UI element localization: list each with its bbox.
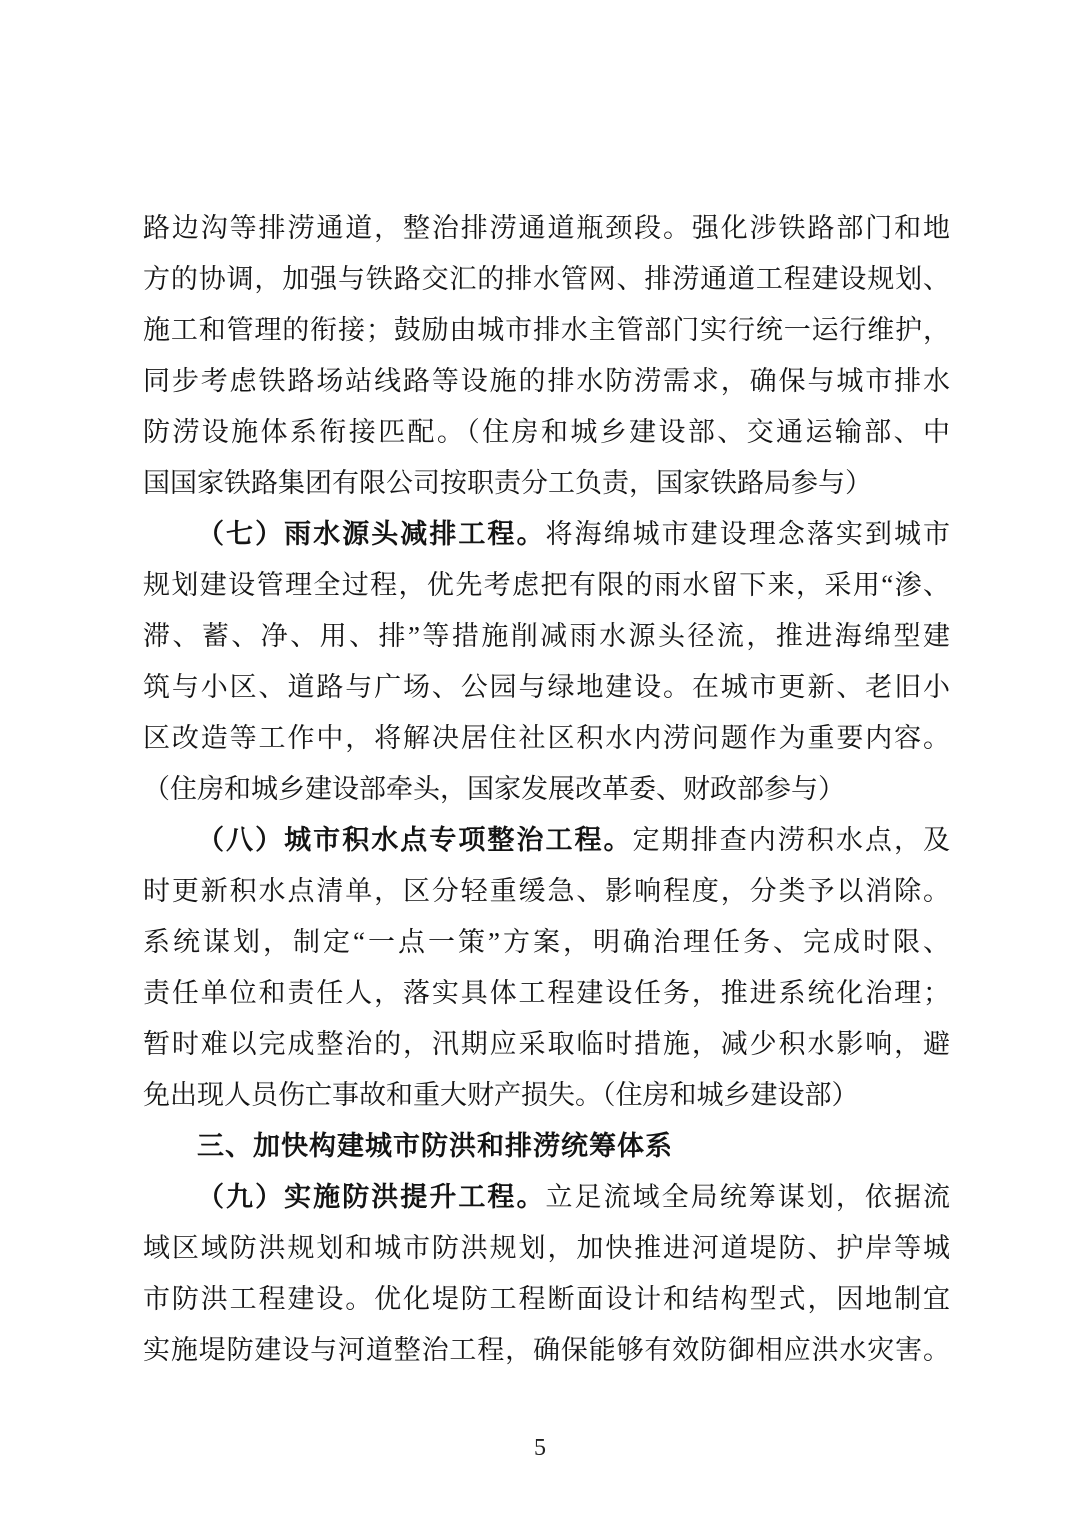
text-line xyxy=(143,407,950,458)
text-run: 国国家铁路集团有限公司按职责分工负责，国家铁路局参与） xyxy=(143,468,872,498)
page-number: 5 xyxy=(534,1435,546,1461)
text-line xyxy=(143,1070,950,1121)
text-line xyxy=(143,917,950,968)
text-line xyxy=(143,509,950,560)
text-line xyxy=(143,611,950,662)
text-line xyxy=(143,1172,950,1223)
text-run: 实施堤防建设与河道整治工程，确保能够有效防御相应洪水灾害。 xyxy=(143,1335,950,1365)
text-run: 同步考虑铁路场站线路等设施的排水防涝需求，确保与城市排水 xyxy=(143,366,950,396)
text-run: （住房和城乡建设部牵头，国家发展改革委、财政部参与） xyxy=(143,774,845,804)
bold-run: （八）城市积水点专项整治工程。 xyxy=(197,825,633,855)
text-line xyxy=(143,560,950,611)
text-line xyxy=(143,968,950,1019)
text-line xyxy=(143,356,950,407)
text-line xyxy=(143,815,950,866)
text-run: 规划建设管理全过程，优先考虑把有限的雨水留下来，采用“渗、 xyxy=(143,570,950,600)
text-line xyxy=(143,1325,950,1376)
text-run: 域区域防洪规划和城市防洪规划，加快推进河道堤防、护岸等城 xyxy=(143,1233,950,1263)
text-line xyxy=(143,866,950,917)
text-line xyxy=(143,764,950,815)
text-run: 路边沟等排涝通道，整治排涝通道瓶颈段。强化涉铁路部门和地 xyxy=(143,213,950,243)
text-run: 方的协调，加强与铁路交汇的排水管网、排涝通道工程建设规划、 xyxy=(143,264,950,294)
text-line xyxy=(143,458,950,509)
text-line xyxy=(143,713,950,764)
text-line xyxy=(143,305,950,356)
document-body xyxy=(143,203,950,1376)
bold-run: （九）实施防洪提升工程。 xyxy=(197,1182,546,1212)
text-run: 定期排查内涝积水点，及 xyxy=(632,825,950,855)
text-run: 施工和管理的衔接；鼓励由城市排水主管部门实行统一运行维护， xyxy=(143,315,950,345)
text-line xyxy=(143,254,950,305)
text-line xyxy=(143,203,950,254)
bold-run: 三、加快构建城市防洪和排涝统筹体系 xyxy=(197,1131,673,1161)
text-run: 防涝设施体系衔接匹配。（住房和城乡建设部、交通运输部、中 xyxy=(143,417,950,447)
text-run: 区改造等工作中，将解决居住社区积水内涝问题作为重要内容。 xyxy=(143,723,950,753)
bold-run: （七）雨水源头减排工程。 xyxy=(197,519,546,549)
text-run: 筑与小区、道路与广场、公园与绿地建设。在城市更新、老旧小 xyxy=(143,672,950,702)
text-run: 系统谋划，制定“一点一策”方案，明确治理任务、完成时限、 xyxy=(143,927,950,957)
text-run: 市防洪工程建设。优化堤防工程断面设计和结构型式，因地制宜 xyxy=(143,1284,950,1314)
text-run: 暂时难以完成整治的，汛期应采取临时措施，减少积水影响，避 xyxy=(143,1029,950,1059)
section-heading xyxy=(143,1121,950,1172)
text-line xyxy=(143,662,950,713)
text-line xyxy=(143,1223,950,1274)
text-run: 将海绵城市建设理念落实到城市 xyxy=(545,519,950,549)
text-run: 滞、蓄、净、用、排”等措施削减雨水源头径流，推进海绵型建 xyxy=(143,621,950,651)
text-line xyxy=(143,1019,950,1070)
text-run: 责任单位和责任人，落实具体工程建设任务，推进系统化治理； xyxy=(143,978,950,1008)
text-run: 时更新积水点清单，区分轻重缓急、影响程度，分类予以消除。 xyxy=(143,876,950,906)
text-line xyxy=(143,1274,950,1325)
text-run: 免出现人员伤亡事故和重大财产损失。（住房和城乡建设部） xyxy=(143,1080,859,1110)
text-run: 立足流域全局统筹谋划，依据流 xyxy=(545,1182,950,1212)
